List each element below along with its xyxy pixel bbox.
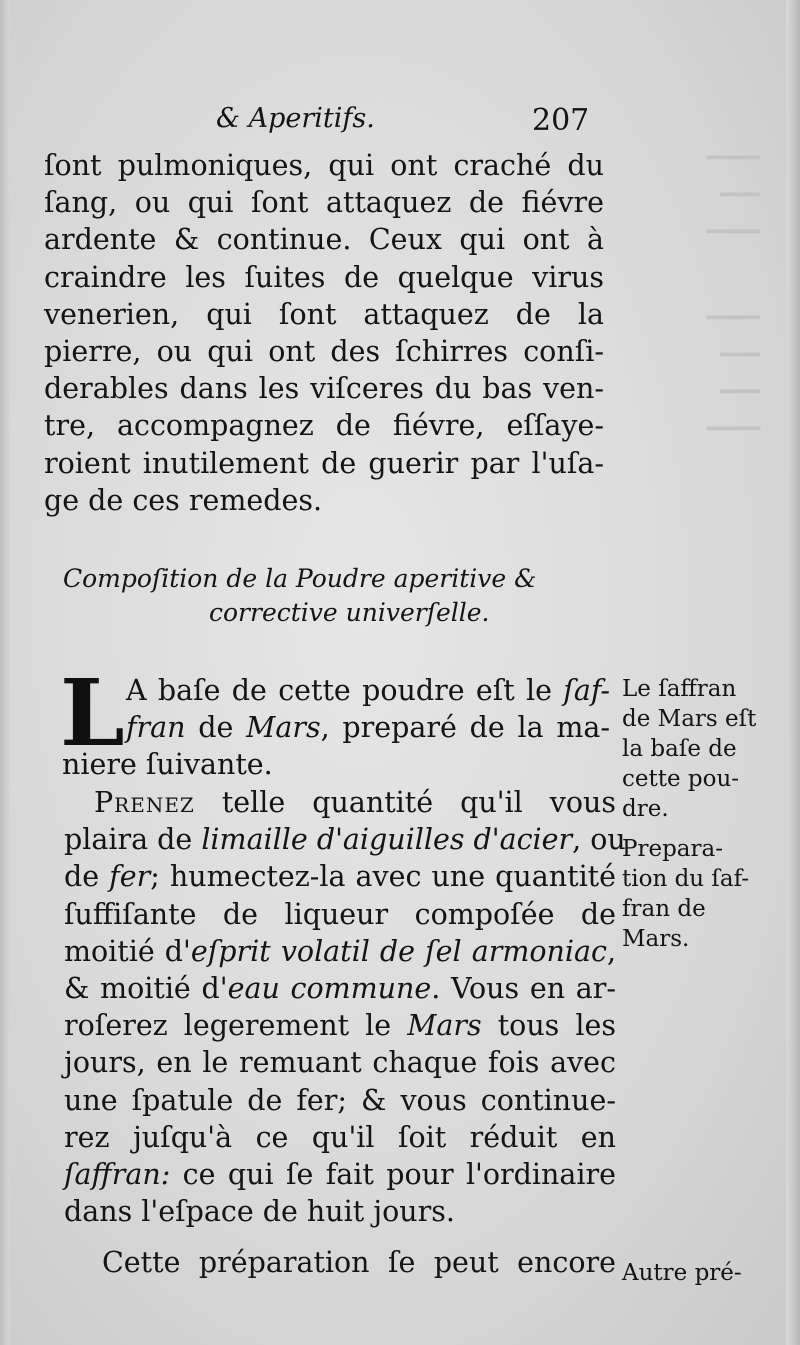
text-line: ſang, ou qui ſont attaquez de fiévre	[44, 186, 604, 220]
section-heading	[63, 562, 603, 630]
marginal-note-line: fran de	[622, 896, 706, 922]
paragraph-4	[64, 1244, 616, 1281]
text-line: ſont pulmoniques, qui ont craché du	[44, 149, 604, 182]
text-line	[64, 784, 616, 821]
text-run: de	[185, 711, 247, 745]
text-line: niere ſuivante.	[62, 748, 273, 782]
marginal-note-line: dre.	[622, 796, 669, 822]
text-run: & moitié d'	[64, 972, 228, 1006]
text-line	[64, 858, 616, 895]
text-line	[64, 1007, 616, 1044]
show-through-texture: ━━━━ ━━━ ━━━ ━━━━	[707, 306, 760, 442]
marginal-note-line: Prepara-	[622, 836, 723, 862]
running-head	[0, 103, 800, 143]
paragraph-2	[62, 672, 610, 784]
italic-run: fran	[126, 711, 186, 745]
marginal-note-line: Mars.	[622, 926, 690, 952]
text-line: roient inutilement de guerir par l'uſa-	[44, 446, 604, 480]
text-line: Cette préparation ſe peut encore	[102, 1246, 616, 1279]
marginal-note	[622, 674, 762, 824]
text-line: derables dans les viſceres du bas ven-	[44, 372, 604, 406]
text-run: plaira de	[64, 823, 202, 857]
text-line	[126, 709, 610, 746]
italic-run: eau commune	[227, 972, 432, 1006]
text-line: une ſpatule de fer; & vous continue-	[64, 1083, 616, 1117]
text-run: . Vous en ar-	[431, 972, 616, 1006]
italic-run: ſaffran:	[64, 1158, 171, 1192]
paragraph-3	[64, 784, 626, 1230]
italic-run: Mars	[246, 711, 321, 745]
text-line: tre, accompagnez de fiévre, eſſaye-	[44, 409, 604, 443]
text-line: ardente & continue. Ceux qui ont à	[44, 223, 604, 257]
drop-cap: L	[60, 659, 125, 767]
show-through-texture: ━━━━ ━━━ ━━━━	[707, 146, 760, 245]
text-run: ; humectez-la avec une quantité	[150, 860, 616, 894]
text-line	[64, 1156, 616, 1193]
section-heading-line: Compoſition de la Poudre aperitive &	[63, 564, 537, 593]
marginal-note	[622, 1258, 762, 1288]
paragraph-1	[44, 147, 604, 519]
page-number: 207	[532, 103, 590, 138]
text-line: rez juſqu'à ce qu'il ſoit réduit en	[64, 1120, 616, 1154]
text-run: , preparé de la ma-	[320, 711, 610, 745]
text-line: ge de ces remedes.	[44, 483, 323, 517]
marginal-note-line: de Mars eſt	[622, 706, 757, 732]
italic-run: fer	[109, 860, 151, 894]
text-run: ce qui ſe fait pour l'ordinaire	[170, 1158, 616, 1192]
marginal-note-line: la baſe de	[622, 736, 737, 762]
marginal-note-line: Le ſaffran	[622, 676, 737, 702]
text-line: ſuffiſante de liqueur compoſée de	[64, 897, 616, 931]
small-caps-run: Prenez	[94, 786, 195, 819]
text-run: telle quantité qu'il vous	[194, 786, 616, 819]
italic-run: ſaf-	[563, 674, 610, 707]
text-run: ,	[606, 934, 617, 968]
text-line	[126, 672, 610, 709]
marginal-note	[622, 834, 762, 954]
running-head-title: & Aperitifs.	[216, 103, 375, 134]
text-run: , ou	[572, 823, 626, 857]
text-run: A baſe de cette poudre eſt le	[126, 674, 564, 707]
text-run: de	[64, 860, 110, 894]
italic-run: limaille d'aiguilles d'acier	[201, 823, 573, 857]
text-line: dans l'eſpace de huit jours.	[64, 1195, 455, 1229]
text-run: moitié d'	[64, 934, 191, 968]
text-line: jours, en le remuant chaque fois avec	[64, 1046, 616, 1080]
text-run: roſerez legerement le	[64, 1009, 408, 1043]
section-heading-line: corrective univerſelle.	[209, 598, 490, 627]
text-line: venerien, qui ſont attaquez de la	[44, 297, 604, 331]
marginal-note-line: tion du ſaf-	[622, 866, 750, 892]
italic-run: eſprit volatil de ſel armoniac	[190, 934, 607, 968]
text-run: tous les	[481, 1009, 616, 1043]
page-edge-right	[786, 0, 800, 1345]
page-edge-left	[0, 0, 10, 1345]
text-line	[64, 821, 626, 858]
text-line	[64, 970, 616, 1007]
text-line: pierre, ou qui ont des ſchirres conſi-	[44, 335, 604, 369]
marginal-note-line: cette pou-	[622, 766, 740, 792]
text-line: craindre les ſuites de quelque virus	[44, 260, 604, 294]
italic-run: Mars	[407, 1009, 482, 1043]
text-line	[64, 933, 616, 970]
marginal-note-line: Autre pré-	[622, 1260, 742, 1286]
